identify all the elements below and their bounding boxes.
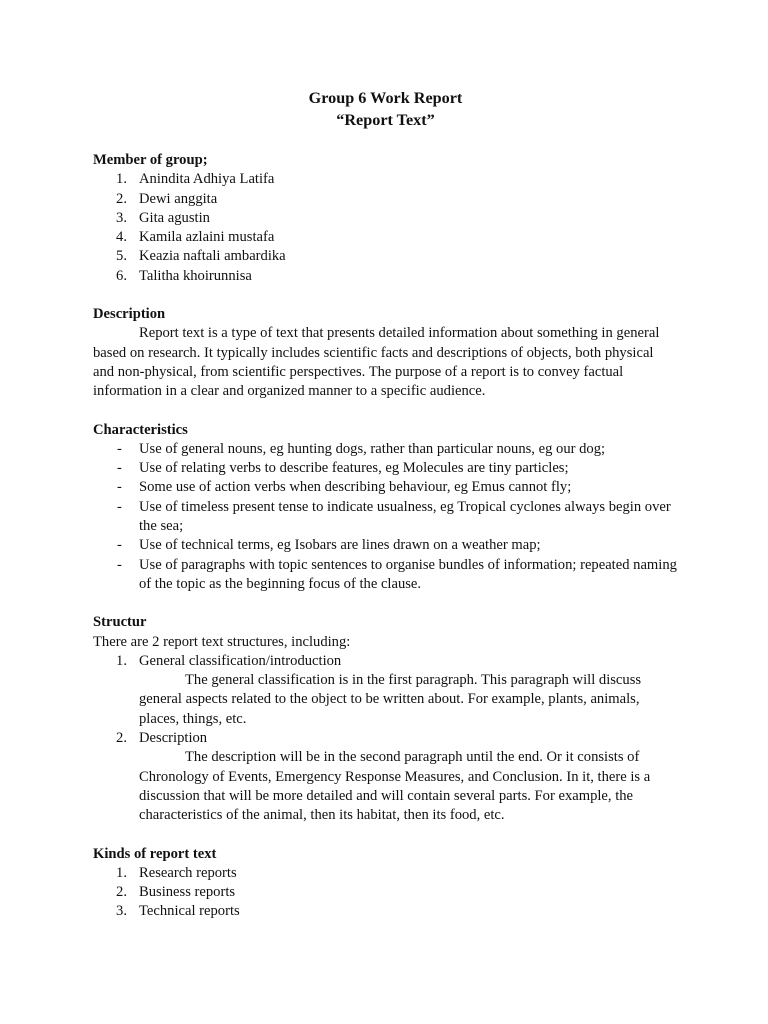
kind-text: Technical reports bbox=[139, 903, 240, 920]
dash-bullet: - bbox=[117, 440, 122, 457]
list-item bbox=[93, 729, 678, 825]
kind-text: Research reports bbox=[139, 864, 237, 881]
list-item bbox=[93, 902, 678, 921]
kinds-heading: Kinds of report text bbox=[93, 845, 217, 862]
list-item bbox=[93, 209, 678, 228]
member-name: Gita agustin bbox=[139, 209, 210, 226]
dash-bullet: - bbox=[117, 460, 122, 477]
characteristic-text: Use of relating verbs to describe features, eg Molecules are tiny particles; bbox=[139, 460, 569, 477]
list-item bbox=[93, 498, 678, 537]
characteristics-list bbox=[93, 440, 678, 594]
list-item bbox=[93, 190, 678, 209]
list-number: 4. bbox=[116, 229, 127, 246]
dash-bullet: - bbox=[117, 537, 122, 554]
structure-section bbox=[93, 613, 678, 825]
dash-bullet: - bbox=[117, 479, 122, 496]
member-name: Anindita Adhiya Latifa bbox=[139, 171, 275, 188]
characteristic-text: Use of timeless present tense to indicate usualness, eg Tropical cyclones always begin over the sea; bbox=[139, 498, 671, 535]
member-name: Keazia naftali ambardika bbox=[139, 248, 286, 265]
list-number: 2. bbox=[116, 730, 127, 747]
list-number: 6. bbox=[116, 267, 127, 284]
list-item bbox=[93, 267, 678, 286]
structure-item-body: The general classification is in the first paragraph. This paragraph will discuss general aspects related to the object to be written about. For example, plants, animals, places, things, etc. bbox=[139, 672, 642, 727]
list-item bbox=[93, 864, 678, 883]
list-number: 1. bbox=[116, 652, 127, 669]
list-number: 5. bbox=[116, 248, 127, 265]
members-section bbox=[93, 151, 678, 286]
characteristic-text: Use of paragraphs with topic sentences to organise bundles of information; repeated naming of the topic as the beginning focus of the clause. bbox=[139, 556, 677, 592]
list-item bbox=[93, 883, 678, 902]
structure-heading: Structur bbox=[93, 614, 147, 631]
description-section bbox=[93, 305, 678, 401]
list-item bbox=[93, 556, 678, 595]
characteristic-text: Use of technical terms, eg Isobars are lines drawn on a weather map; bbox=[139, 537, 541, 554]
structure-item-title: General classification/introduction bbox=[139, 652, 342, 669]
members-heading: Member of group; bbox=[93, 152, 208, 168]
characteristic-text: Use of general nouns, eg hunting dogs, rather than particular nouns, eg our dog; bbox=[139, 440, 606, 457]
document-title: Group 6 Work Report bbox=[308, 89, 463, 107]
structure-item-title: Description bbox=[139, 730, 208, 747]
list-item bbox=[93, 247, 678, 266]
characteristic-text: Some use of action verbs when describing behaviour, eg Emus cannot fly; bbox=[139, 479, 572, 496]
members-list bbox=[93, 170, 678, 286]
kind-text: Business reports bbox=[139, 884, 236, 901]
list-item bbox=[93, 170, 678, 189]
list-item bbox=[93, 440, 678, 459]
structure-intro: There are 2 report text structures, including: bbox=[93, 633, 351, 650]
list-item bbox=[93, 536, 678, 555]
characteristics-section bbox=[93, 421, 678, 595]
kinds-list bbox=[93, 864, 678, 922]
member-name: Kamila azlaini mustafa bbox=[139, 229, 275, 246]
description-paragraph: Report text is a type of text that presents detailed information about something in general based on research. It typically includes scientific facts and descriptions of objects, both physical and non-physical, from scientific perspectives. The purpose of a report is to convey factual information in a clear and organized manner to a specific audience. bbox=[93, 325, 660, 400]
document-subtitle: “Report Text” bbox=[336, 111, 435, 129]
dash-bullet: - bbox=[117, 556, 122, 573]
dash-bullet: - bbox=[117, 498, 122, 515]
list-item bbox=[93, 652, 678, 729]
member-name: Talitha khoirunnisa bbox=[139, 267, 252, 284]
list-item bbox=[93, 228, 678, 247]
structure-item-body: The description will be in the second paragraph until the end. Or it consists of Chronology of Events, Emergency Response Measures, and Conclusion. In it, there is a discussion that will be more detailed and will contain several parts. For example, the characteristics of the animal, then its habitat, then its food, etc. bbox=[139, 749, 651, 824]
list-item bbox=[93, 478, 678, 497]
description-heading: Description bbox=[93, 306, 166, 323]
characteristics-heading: Characteristics bbox=[93, 421, 188, 438]
document-page bbox=[93, 87, 678, 922]
list-number: 3. bbox=[116, 903, 127, 920]
structure-list bbox=[93, 652, 678, 826]
list-number: 3. bbox=[116, 209, 127, 226]
kinds-section bbox=[93, 845, 678, 922]
list-number: 2. bbox=[116, 884, 127, 901]
list-number: 2. bbox=[116, 190, 127, 207]
list-item bbox=[93, 459, 678, 478]
list-number: 1. bbox=[116, 864, 127, 881]
member-name: Dewi anggita bbox=[139, 190, 218, 207]
list-number: 1. bbox=[116, 171, 127, 188]
